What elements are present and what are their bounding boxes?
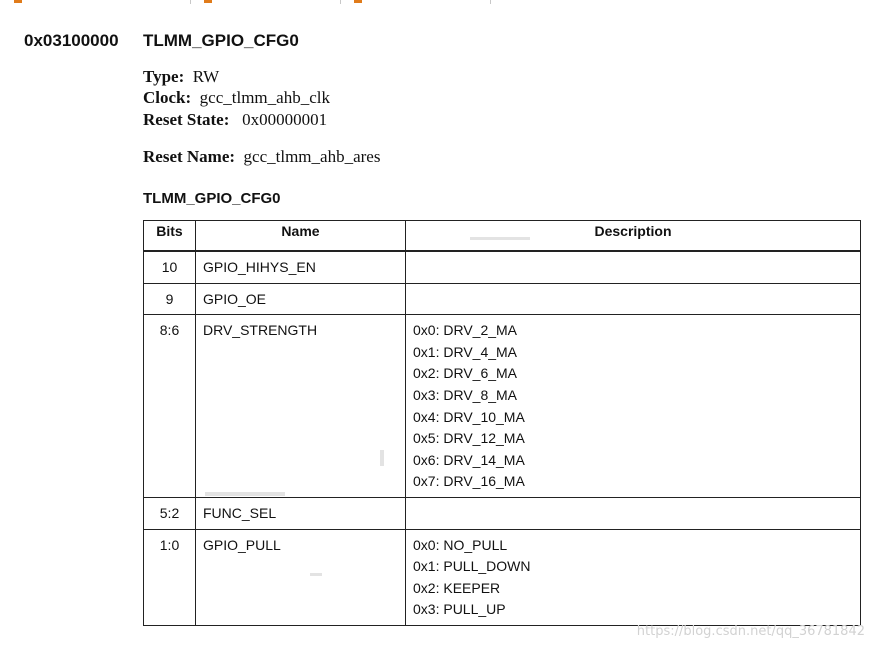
field-name-cell: FUNC_SEL [196,497,406,529]
tab-favicon-icon [354,0,362,3]
field-name-cell: DRV_STRENGTH [196,315,406,498]
type-line [143,67,219,87]
table-header-row [144,221,861,252]
watermark-artifact [470,237,530,240]
browser-tab[interactable] [340,0,491,4]
table-row [144,315,861,498]
type-label: Type: [143,67,185,86]
description-line: 0x2: DRV_6_MA [413,365,518,382]
browser-tab-strip [0,0,875,4]
browser-tab[interactable] [190,0,341,4]
table-title: TLMM_GPIO_CFG0 [143,190,281,207]
field-name-cell: GPIO_OE [196,283,406,315]
reset-state-line [143,110,327,130]
description-line: 0x0: DRV_2_MA [413,322,518,339]
description-cell [406,497,861,529]
register-name: TLMM_GPIO_CFG0 [143,31,299,50]
bits-cell: 5:2 [144,497,196,529]
register-address: 0x03100000 [24,31,119,50]
reset-name-value: gcc_tlmm_ahb_ares [243,147,381,166]
description-line: 0x3: DRV_8_MA [413,386,518,403]
watermark-artifact [205,492,285,496]
tab-favicon-icon [14,0,22,3]
type-value: RW [192,67,220,86]
bits-cell: 1:0 [144,529,196,625]
reset-name-label: Reset Name: [143,147,236,166]
watermark-artifact [380,450,384,466]
description-line: 0x1: PULL_DOWN [413,558,531,575]
bits-cell: 9 [144,283,196,315]
description-cell [406,283,861,315]
field-name-cell: GPIO_HIHYS_EN [196,251,406,283]
reset-state-value: 0x00000001 [242,110,328,129]
description-header: Description [406,221,861,252]
description-line: 0x3: PULL_UP [413,601,506,618]
field-name-cell: GPIO_PULL [196,529,406,625]
bits-header: Bits [144,221,196,252]
browser-tab[interactable] [0,0,191,4]
description-cell [406,529,861,625]
table-row [144,497,861,529]
bits-cell: 10 [144,251,196,283]
watermark-url: https://blog.csdn.net/qq_36781842 [636,624,865,639]
description-line: 0x2: KEEPER [413,579,501,596]
register-table [143,220,861,626]
bits-cell: 8:6 [144,315,196,498]
name-header: Name [196,221,406,252]
tab-favicon-icon [204,0,212,3]
description-line: 0x1: DRV_4_MA [413,343,518,360]
reset-name-line [143,147,380,167]
clock-line [143,88,330,108]
description-line: 0x4: DRV_10_MA [413,408,525,425]
table-row [144,529,861,625]
description-cell [406,251,861,283]
reset-state-label: Reset State: [143,110,230,129]
table-row [144,283,861,315]
description-line: 0x6: DRV_14_MA [413,451,525,468]
description-line: 0x0: NO_PULL [413,536,508,553]
description-cell [406,315,861,498]
description-line: 0x5: DRV_12_MA [413,430,525,447]
clock-value: gcc_tlmm_ahb_clk [199,88,330,107]
table-row [144,251,861,283]
description-line: 0x7: DRV_16_MA [413,473,525,490]
watermark-artifact [310,573,322,576]
clock-label: Clock: [143,88,192,107]
